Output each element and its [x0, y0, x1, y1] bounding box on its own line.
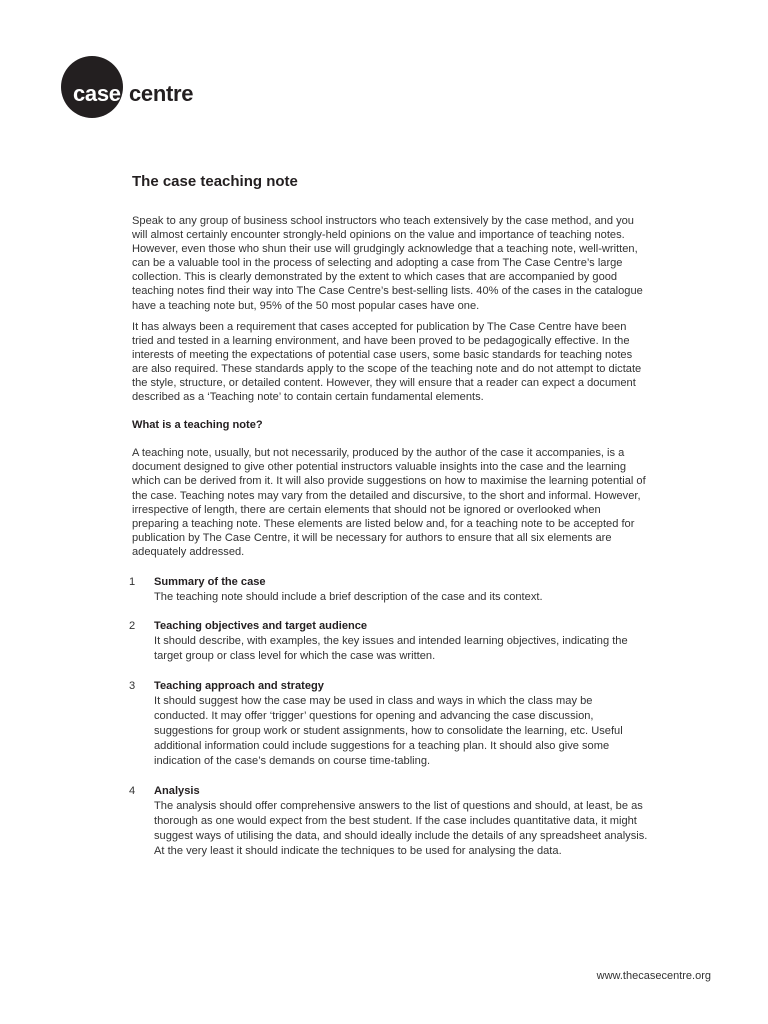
item-number: 2	[129, 620, 136, 633]
logo-word-case: case	[73, 81, 121, 106]
list-item	[129, 784, 648, 860]
item-number: 4	[129, 784, 136, 797]
item-body: It should suggest how the case may be used in class and ways in which the class may be conducted. It may offer ‘trigger’ questions for opening and advancing the case discussion, suggestions for group work or student assignments, how to consolidate the learning, etc. Useful additional information could include suggestions for a teaching plan. It should also give some indication of the case’s demands on course time-tabling.	[154, 694, 623, 768]
logo-word-centre: centre	[129, 81, 194, 106]
item-title: Summary of the case	[154, 575, 266, 588]
elements-list	[129, 575, 648, 859]
footer-website-link[interactable]: www.thecasecentre.org	[596, 970, 711, 982]
intro-paragraph-1: Speak to any group of business school instructors who teach extensively by the case method, and you will almost certainly encounter strongly-held opinions on the value and importance of teaching notes. However, even those who shun their use will grudgingly acknowledge that a teaching note, well-written, can be a valuable tool in the process of selecting and adopting a case from The Case Centre’s large collection. This is clearly demonstrated by the extent to which cases that are accompanied by good teaching notes find their way into The Case Centre’s best-selling lists. 40% of the cases in the catalogue have a teaching note but, 95% of the 50 most popular cases have one.	[132, 215, 643, 312]
item-number: 3	[129, 679, 136, 692]
intro-paragraph-2: It has always been a requirement that cases accepted for publication by The Case Centre have been tried and tested in a learning environment, and have been proved to be pedagogically effective. In the interests of meeting the expectations of potential case users, some basic standards for teaching notes are also required. These standards apply to the scope of the teaching note and do not attempt to dictate the style, structure, or detailed content. However, they will ensure that a reader can expect a document described as a ‘Teaching note’ to contain certain fundamental elements.	[132, 320, 642, 404]
item-title: Teaching objectives and target audience	[154, 620, 368, 633]
case-centre-logo	[61, 56, 241, 118]
document-body	[129, 172, 648, 873]
list-item	[129, 679, 648, 770]
item-title: Teaching approach and strategy	[154, 679, 324, 692]
section-paragraph: A teaching note, usually, but not necessarily, produced by the author of the case it accompanies, is a document designed to give other potential instructors valuable insights into the case and the learning which can be derived from it. It will also provide suggestions on how to maximise the learning potential of the case. Teaching notes may vary from the detailed and discursive, to the short and informal. However, irrespective of length, there are certain elements that should not be ignored or overlooked when preparing a teaching note. These elements are listed below and, for a teaching note to be accepted for publication by The Case Centre, it will be necessary for authors to ensure that all six elements are adequately addressed.	[132, 447, 646, 558]
section-heading: What is a teaching note?	[132, 419, 263, 432]
item-body: It should describe, with examples, the key issues and intended learning objectives, indicating the target group or class level for which the case was written.	[154, 635, 628, 663]
item-title: Analysis	[154, 784, 200, 797]
item-body: The teaching note should include a brief description of the case and its context.	[154, 590, 543, 603]
list-item	[129, 619, 648, 664]
item-number: 1	[129, 575, 136, 588]
page-title: The case teaching note	[132, 173, 298, 190]
list-item	[129, 575, 648, 605]
item-body: The analysis should offer comprehensive answers to the list of questions and should, at least, be as thorough as one would expect from the best student. If the case includes quantitative data, it might suggest ways of utilising the data, and should ideally include the details of any spreadsheet analysis. At the very least it should indicate the techniques to be used for analysing the data.	[154, 799, 648, 858]
